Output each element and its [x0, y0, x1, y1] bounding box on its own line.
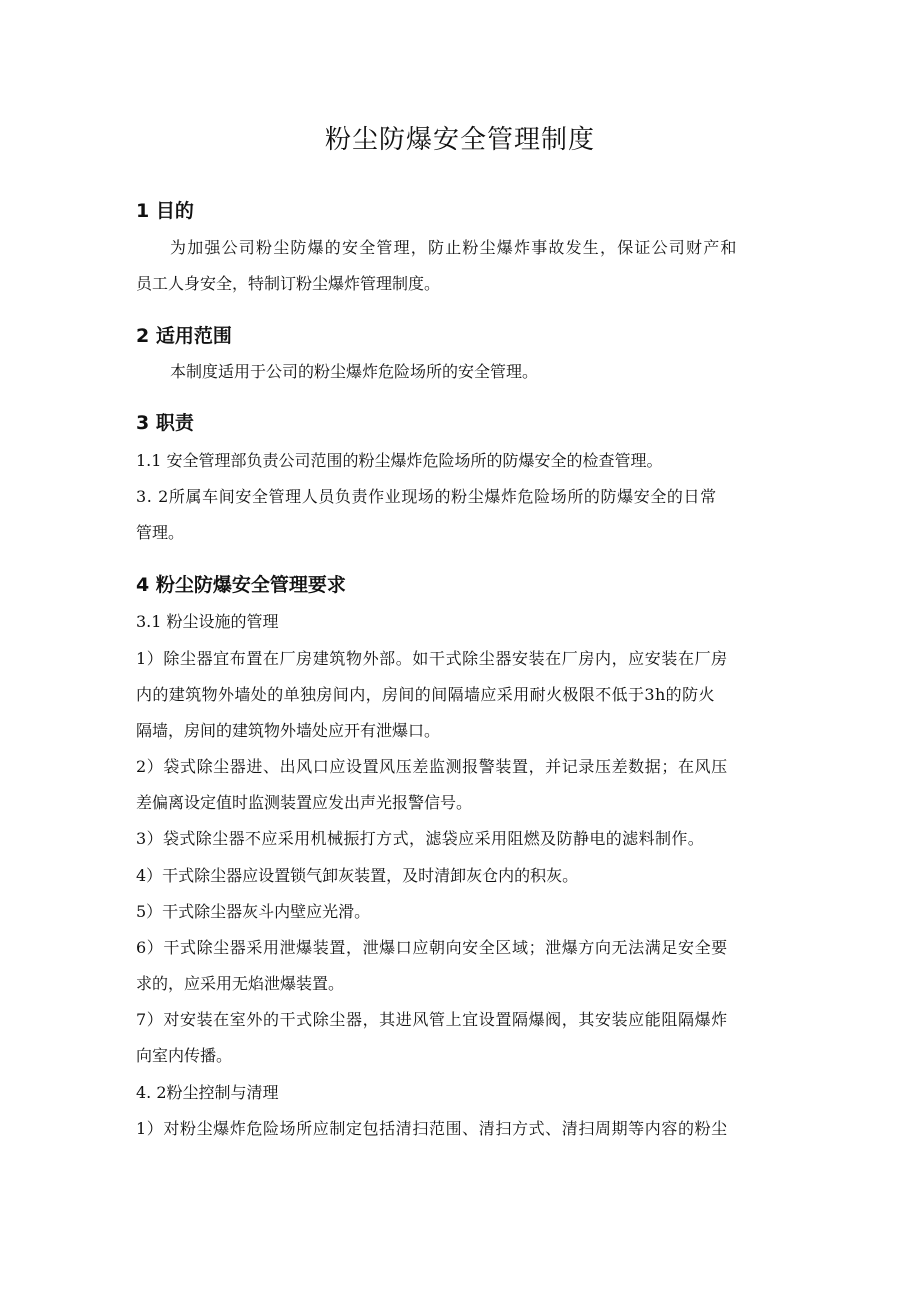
paragraph-line: 内的建筑物外墙处的单独房间内，房间的间隔墙应采用耐火极限不低于3h的防火 [136, 685, 715, 704]
paragraph-line: 6）干式除尘器采用泄爆装置，泄爆口应朝向安全区域；泄爆方向无法满足安全要 [136, 938, 728, 957]
paragraph-line: 5）干式除尘器灰斗内壁应光滑。 [136, 902, 371, 921]
paragraph-line: 隔墙，房间的建筑物外墙处应开有泄爆口。 [136, 721, 441, 740]
paragraph-line: 4）干式除尘器应设置锁气卸灰装置，及时清卸灰仓内的积灰。 [136, 866, 579, 885]
document-title: 粉尘防爆安全管理制度 [324, 125, 595, 155]
paragraph-line: 管理。 [136, 523, 185, 542]
subsection-title: 4. 2粉尘控制与清理 [136, 1083, 279, 1102]
section-heading-scope: 2 适用范围 [136, 325, 232, 347]
paragraph-line: 1）对粉尘爆炸危险场所应制定包括清扫范围、清扫方式、清扫周期等内容的粉尘 [136, 1119, 728, 1138]
paragraph-line: 1）除尘器宜布置在厂房建筑物外部。如干式除尘器安装在厂房内，应安装在厂房 [136, 649, 728, 668]
paragraph-line: 向室内传播。 [136, 1046, 233, 1065]
section-heading-purpose: 1 目的 [136, 200, 194, 222]
paragraph-line: 2）袋式除尘器进、出风口应设置风压差监测报警装置，并记录压差数据；在风压 [136, 757, 728, 776]
paragraph-line: 3）袋式除尘器不应采用机械振打方式，滤袋应采用阻燃及防静电的滤料制作。 [136, 829, 705, 848]
paragraph-line: 为加强公司粉尘防爆的安全管理，防止粉尘爆炸事故发生，保证公司财产和 [170, 238, 738, 257]
paragraph-line: 本制度适用于公司的粉尘爆炸危险场所的安全管理。 [170, 362, 539, 381]
section-heading-requirements: 4 粉尘防爆安全管理要求 [136, 574, 346, 596]
paragraph-line: 员工人身安全，特制订粉尘爆炸管理制度。 [136, 274, 441, 293]
paragraph-line: 7）对安装在室外的干式除尘器，其进风管上宜设置隔爆阀，其安装应能阻隔爆炸 [136, 1010, 728, 1029]
paragraph-line: 3. 2所属车间安全管理人员负责作业现场的粉尘爆炸危险场所的防爆安全的日常 [136, 487, 717, 506]
paragraph-line: 差偏离设定值时监测装置应发出声光报警信号。 [136, 793, 473, 812]
section-heading-responsibilities: 3 职责 [136, 412, 194, 434]
subsection-title: 3.1 粉尘设施的管理 [136, 612, 279, 631]
paragraph-line: 1.1 安全管理部负责公司范围的粉尘爆炸危险场所的防爆安全的检查管理。 [136, 451, 663, 470]
paragraph-line: 求的，应采用无焰泄爆装置。 [136, 974, 345, 993]
